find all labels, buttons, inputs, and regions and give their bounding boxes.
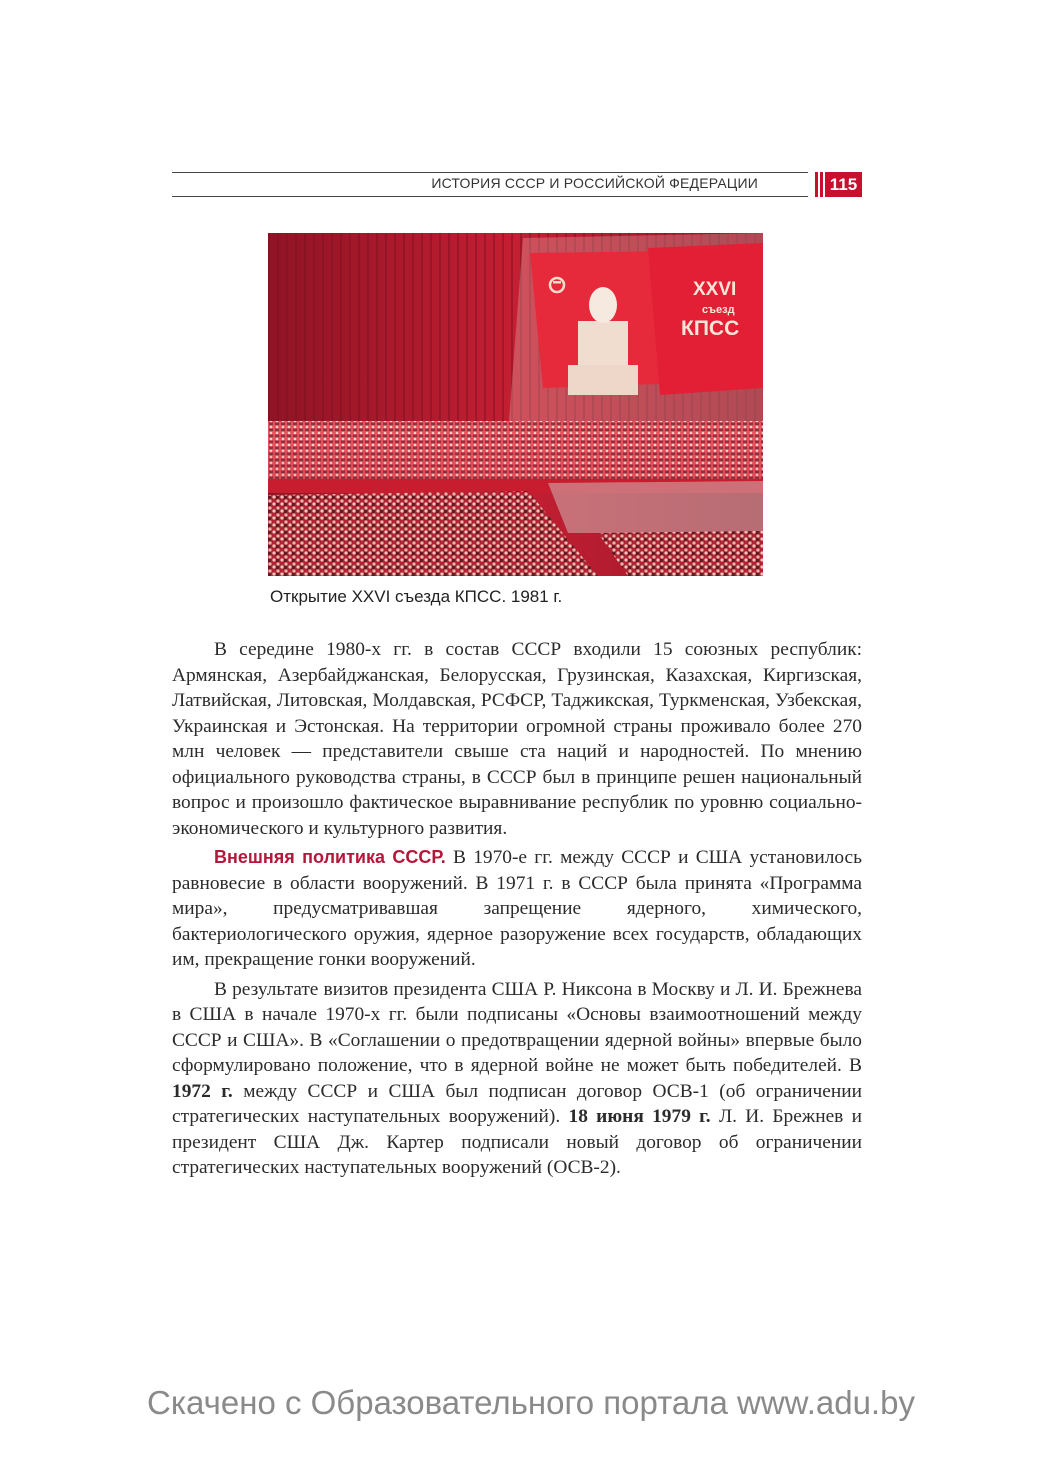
- treaties-text-c: Л. И. Брежнев и президент США Дж. Картер подписали новый договор об ограничении стратегических наступательных вооружений (ОСВ-2).: [172, 1106, 862, 1178]
- treaties-text-b: между СССР и США был подписан договор ОСВ-1 (об ограничении стратегических наступательных вооружений).: [172, 1080, 862, 1127]
- section-heading-foreign-policy: Внешняя политика СССР.: [214, 847, 446, 867]
- header-bars-decoration: [815, 172, 825, 197]
- treaties-text-a: В результате визитов президента США Р. Никсона в Москву и Л. И. Брежнева в США в начале 1970-х гг. были подписаны «Основы взаимоотношений между СССР и США». В «Соглашении о предотвращении ядерной войны» впервые было сформулировано положение, что в ядерной войне не может быть победителей. В: [172, 978, 862, 1076]
- header-rule-top: [172, 172, 808, 173]
- date-1972: 1972 г.: [172, 1080, 233, 1102]
- paragraph-treaties: [172, 977, 862, 1181]
- date-1979: 18 июня 1979 г.: [568, 1106, 711, 1127]
- congress-photo: [268, 233, 763, 576]
- paragraph-foreign-policy: [172, 845, 862, 973]
- download-watermark: Скачено с Образовательного портала www.adu.by: [147, 1384, 915, 1421]
- header-rule-bottom: [172, 196, 808, 197]
- body-text: [172, 637, 862, 1181]
- paragraph-foreign-policy-text: В 1970-е гг. между СССР и США установилось равновесие в области вооружений. В 1971 г. в СССР была принята «Программа мира», предусматривавшая запрещение ядерного, химического, бактериологического оружия, ядерное разоружение всех государств, обладающих им, прекращение гонки вооружений.: [172, 847, 863, 970]
- svg-text:съезд: съезд: [702, 304, 735, 316]
- paragraph-republics: В середине 1980-х гг. в состав СССР входили 15 союзных республик: Армянская, Азербайджанская, Белорусская, Грузинская, Казахская, Киргизская, Латвийская, Литовская, Молдавская, РСФСР, Таджикская, Туркменская, Узбекская, Украинская и Эстонская. На территории огромной страны проживало более 270 млн человек — представители свыше ста наций и народностей. По мнению официального руководства страны, в СССР был в принципе решен национальный вопрос и произошло фактическое выравнивание республик по уровню социально-экономического и культурного развития.: [172, 639, 862, 839]
- photo-caption: Открытие XXVI съезда КПСС. 1981 г.: [270, 587, 563, 606]
- running-header: [172, 172, 862, 198]
- page-number: 115: [825, 172, 862, 197]
- svg-text:XXVI: XXVI: [693, 279, 737, 300]
- svg-text:КПСС: КПСС: [681, 317, 740, 340]
- header-title: ИСТОРИЯ СССР И РОССИЙСКОЙ ФЕДЕРАЦИИ: [431, 175, 758, 191]
